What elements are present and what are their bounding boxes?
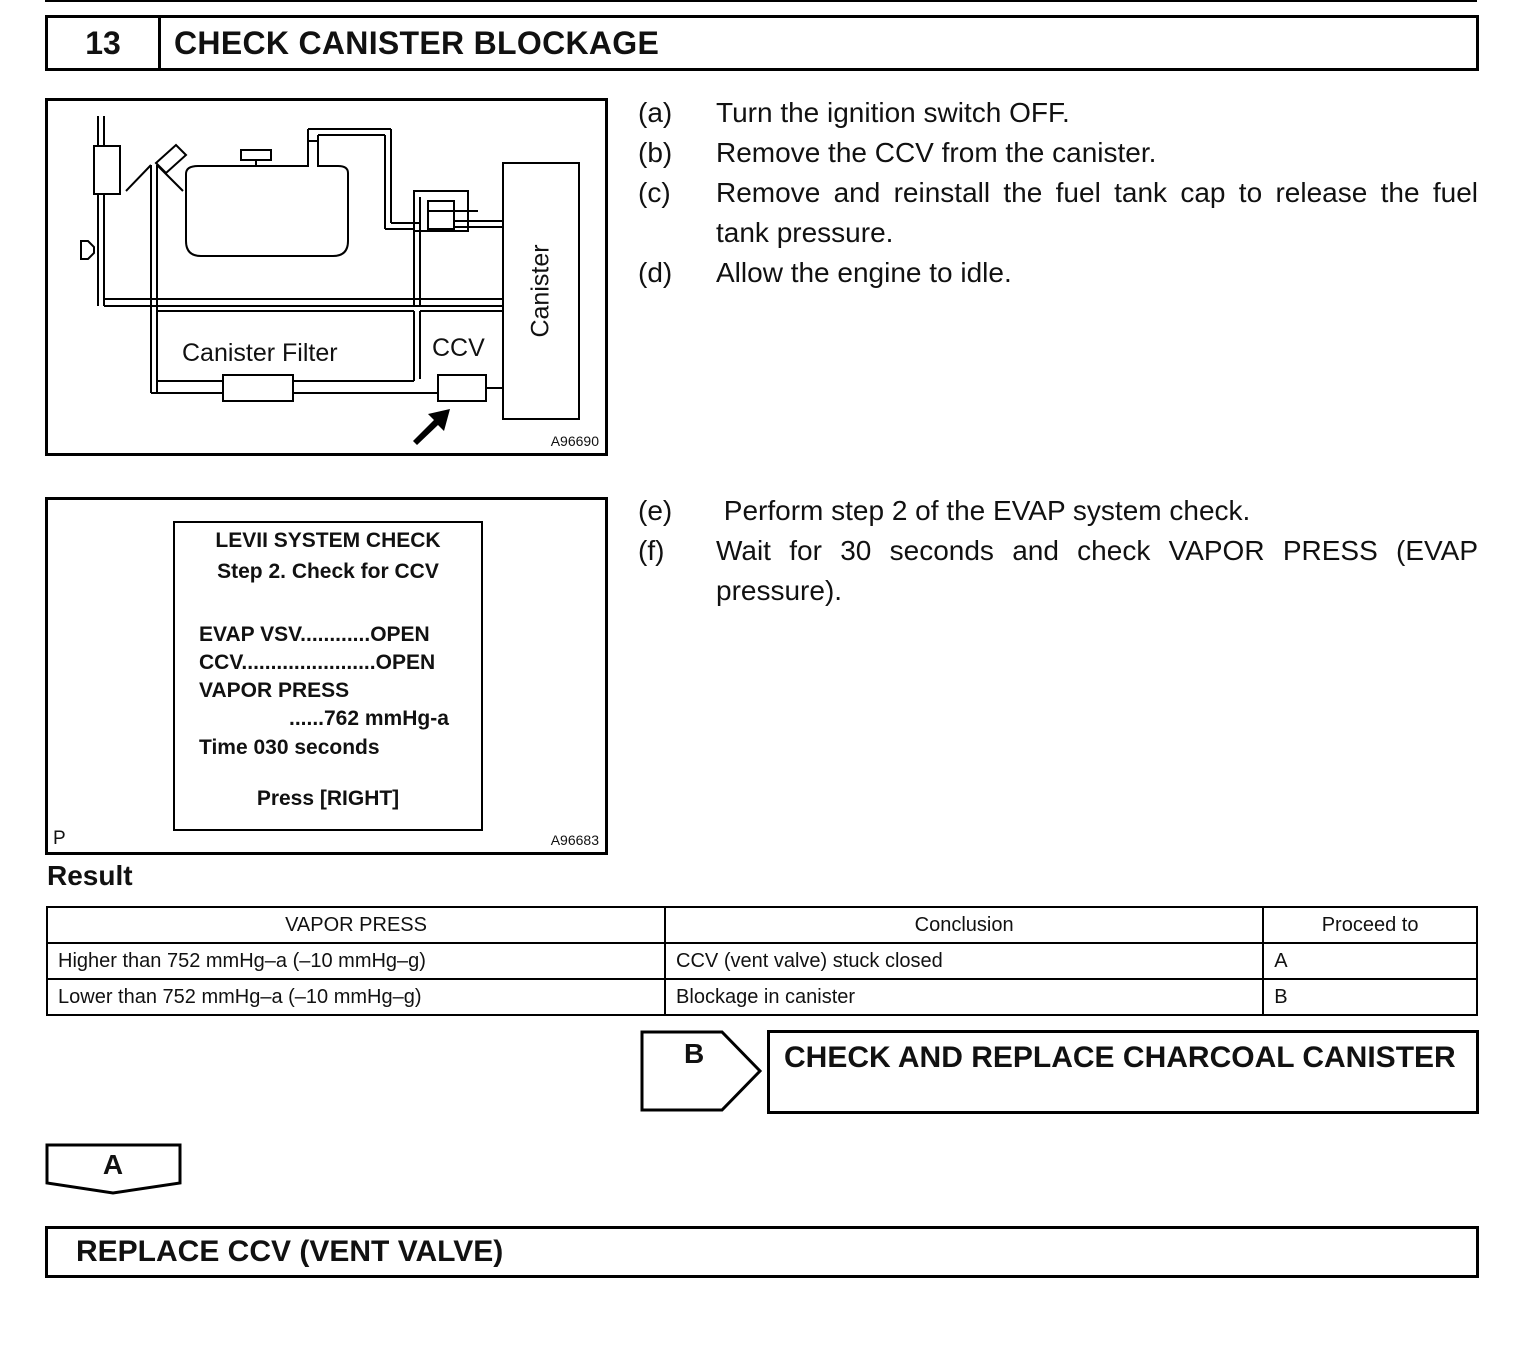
branch-b-letter: B xyxy=(684,1038,705,1069)
label-canister-filter: Canister Filter xyxy=(182,339,338,367)
figure-code: A96683 xyxy=(550,832,599,848)
instruction-text: Turn the ignition switch OFF. xyxy=(716,97,1070,128)
table-cell: A xyxy=(1263,943,1477,979)
branch-a-action: REPLACE CCV (VENT VALVE) xyxy=(76,1235,504,1268)
step-header xyxy=(45,15,1479,71)
instruction-text: Wait for 30 seconds and check VAPOR PRESS (EVAP xyxy=(716,535,1478,566)
figure-code: A96690 xyxy=(550,433,599,449)
instruction-text: Remove the CCV from the canister. xyxy=(716,137,1157,168)
instruction-text: pressure). xyxy=(716,575,843,606)
evap-system-diagram xyxy=(45,98,608,456)
screen-vapor-value: ......762 mmHg-a xyxy=(289,707,449,730)
column-header: Proceed to xyxy=(1263,907,1477,943)
branch-b-action-box xyxy=(767,1030,1479,1114)
screen-ccv: CCV.......................OPEN xyxy=(199,651,436,674)
table-cell: Lower than 752 mmHg–a (–10 mmHg–g) xyxy=(47,979,665,1015)
instruction-label: (b) xyxy=(638,137,673,168)
pointer-arrow-icon xyxy=(413,409,450,445)
screen-subtitle: Step 2. Check for CCV xyxy=(217,560,439,583)
instructions-list-2 xyxy=(638,491,1480,611)
scan-tool-screen xyxy=(173,521,483,831)
branch-a-letter: A xyxy=(102,1149,124,1180)
screen-evap-vsv: EVAP VSV............OPEN xyxy=(199,623,430,646)
instructions-list-1 xyxy=(638,93,1480,293)
instruction-label: (a) xyxy=(638,97,673,128)
step-title: CHECK CANISTER BLOCKAGE xyxy=(174,25,660,61)
instruction-label: (d) xyxy=(638,257,673,288)
top-rule xyxy=(45,0,1477,2)
evap-diagram-drawing xyxy=(48,101,605,453)
scan-tool-figure xyxy=(45,497,608,855)
instruction-text: Remove and reinstall the fuel tank cap to release the fuel xyxy=(716,177,1478,208)
branch-a-action-box xyxy=(45,1226,1479,1278)
branch-b-action: CHECK AND REPLACE CHARCOAL CANISTER xyxy=(784,1041,1456,1074)
instruction-label: (e) xyxy=(638,495,673,526)
screen-title: LEVII SYSTEM CHECK xyxy=(215,529,441,552)
label-ccv: CCV xyxy=(432,334,485,362)
table-row xyxy=(47,979,1477,1015)
column-header: VAPOR PRESS xyxy=(47,907,665,943)
table-header-row xyxy=(47,907,1477,943)
instruction-label: (f) xyxy=(638,535,665,566)
figure-corner-label: P xyxy=(53,828,66,849)
screen-vapor-press: VAPOR PRESS xyxy=(199,679,350,702)
table-cell: Blockage in canister xyxy=(665,979,1263,1015)
label-canister: Canister xyxy=(526,244,555,338)
screen-press-right: Press [RIGHT] xyxy=(256,787,400,810)
branch-b-arrow xyxy=(640,1030,764,1117)
table-cell: CCV (vent valve) stuck closed xyxy=(665,943,1263,979)
column-header: Conclusion xyxy=(665,907,1263,943)
instruction-text: Perform step 2 of the EVAP system check. xyxy=(716,495,1251,526)
result-table xyxy=(46,906,1478,1016)
result-heading: Result xyxy=(47,860,133,891)
table-row xyxy=(47,943,1477,979)
instruction-text: Allow the engine to idle. xyxy=(716,257,1012,288)
instruction-label: (c) xyxy=(638,177,671,208)
branch-a-tab xyxy=(45,1143,183,1200)
screen-time: Time 030 seconds xyxy=(199,736,380,759)
instruction-text: tank pressure. xyxy=(716,217,894,248)
table-cell: Higher than 752 mmHg–a (–10 mmHg–g) xyxy=(47,943,665,979)
step-number: 13 xyxy=(48,18,161,68)
table-cell: B xyxy=(1263,979,1477,1015)
